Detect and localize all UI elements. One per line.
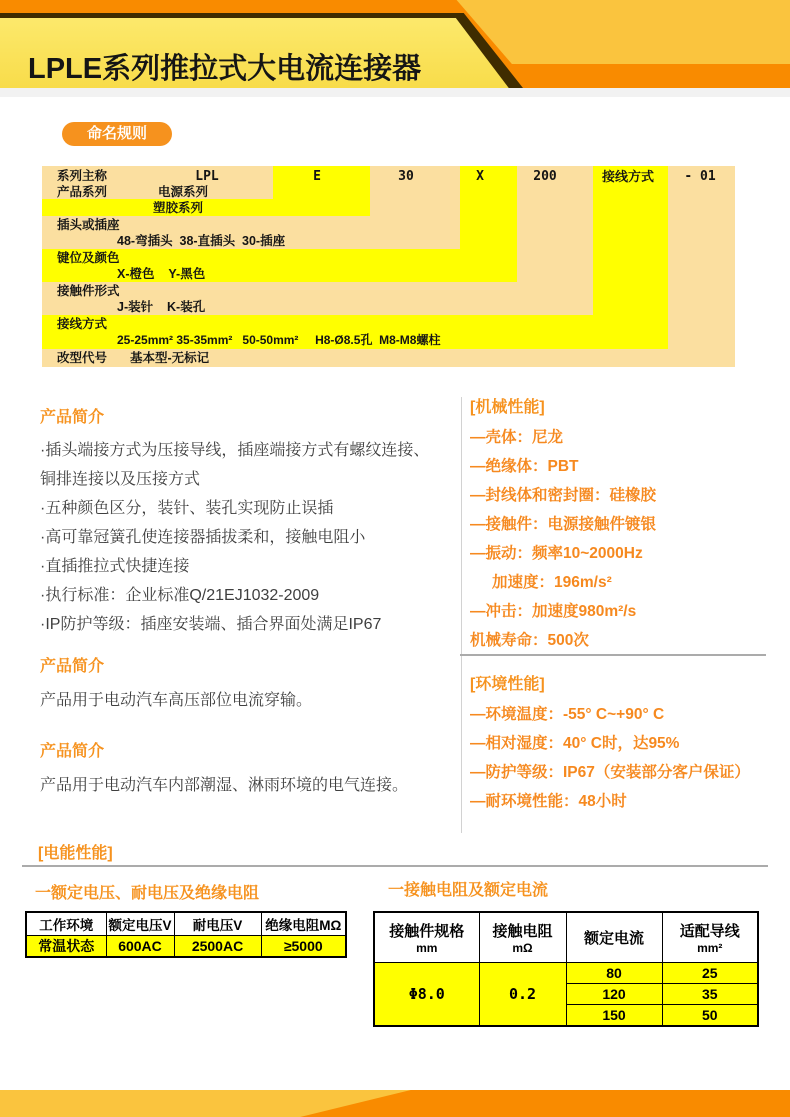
intro-body-text: 产品用于电动汽车高压部位电流穿输。 (40, 692, 313, 709)
environment-properties-section (470, 671, 780, 816)
current-table-caption: 一接触电阻及额定电流 (388, 882, 549, 899)
environment-line: —防护等级：IP67（安装部分客户保证） (470, 764, 750, 781)
voltage-table-caption: 一额定电压、耐电压及绝缘电阻 (35, 885, 260, 902)
section-title: 产品简介 (40, 658, 105, 675)
product-intro-section-2 (40, 653, 460, 710)
header-cell: 耐电压V (174, 912, 261, 936)
naming-code-01: - 01 (684, 169, 716, 184)
mechanical-line: —接触件：电源接触件镀银 (470, 516, 657, 533)
contact-current-table (373, 911, 759, 1027)
table-data-row (26, 936, 346, 958)
spec-cell: Φ8.0 (374, 963, 479, 1027)
naming-label-product-series: 产品系列 (57, 185, 108, 199)
section-title: [机械性能] (470, 399, 545, 416)
section-title: [环境性能] (470, 676, 545, 693)
horizontal-divider-electrical (22, 865, 768, 867)
header-cell (374, 912, 479, 963)
mechanical-list (470, 423, 780, 655)
table-header-row (374, 912, 758, 963)
table-data-row (374, 963, 758, 984)
naming-label-variant: 改型代号 (57, 351, 108, 365)
naming-code-lpl: LPL (195, 169, 219, 184)
naming-code-diagram (42, 166, 735, 367)
wire-cell: 25 (662, 963, 758, 984)
header-cell (566, 912, 662, 963)
naming-label-key-color: 键位及颜色 (57, 251, 120, 265)
mechanical-line: —绝缘体：PBT (470, 458, 579, 475)
naming-value-colors: X-橙色 Y-黑色 (117, 267, 206, 281)
naming-value-basic: 基本型-无标记 (130, 351, 210, 365)
naming-code-wiring: 接线方式 (601, 169, 655, 184)
header-cell (479, 912, 566, 963)
bullet-item: ·直插推拉式快捷连接 (40, 558, 190, 575)
header-cell: 额定电压V (106, 912, 174, 936)
naming-label-contact-form: 接触件形式 (57, 284, 120, 298)
header-line2: mm² (697, 941, 723, 955)
header-line2: mm (416, 941, 438, 955)
naming-label-series: 系列主称 (57, 169, 108, 183)
naming-label-plug-socket: 插头或插座 (57, 218, 120, 232)
naming-code-30: 30 (398, 169, 414, 184)
header-line1: 接触电阻 (492, 923, 553, 940)
header-cell: 绝缘电阻MΩ (261, 912, 346, 936)
wire-cell: 35 (662, 984, 758, 1005)
mechanical-line: —振动：频率10~2000Hz (470, 545, 643, 562)
naming-code-x: X (476, 169, 484, 184)
naming-code-e: E (313, 169, 321, 184)
environment-list (470, 700, 780, 816)
mechanical-line: —壳体：尼龙 (470, 429, 564, 446)
header-line1: 接触件规格 (389, 923, 465, 940)
naming-value-plastic-series: 塑胶系列 (153, 201, 204, 215)
resistance-cell: 0.2 (479, 963, 566, 1027)
header-divider-strip (0, 88, 790, 97)
electrical-section-title: [电能性能] (38, 845, 113, 862)
footer-amber-polygon (0, 1090, 790, 1117)
naming-code-200: 200 (533, 169, 557, 184)
naming-value-plug-types: 48-弯插头 38-直插头 30-插座 (117, 234, 286, 248)
data-cell: ≥5000 (261, 936, 346, 958)
environment-line: —耐环境性能：48小时 (470, 793, 627, 810)
current-cell: 150 (566, 1005, 662, 1027)
naming-label-wiring: 接线方式 (57, 317, 108, 331)
product-intro-section-3 (40, 738, 460, 795)
mechanical-line: —冲击：加速度980m²/s (470, 603, 637, 620)
intro-body-text: 产品用于电动汽车内部潮湿、淋雨环境的电气连接。 (40, 777, 409, 794)
section-title: 产品简介 (40, 409, 105, 426)
mechanical-line: 加速度：196m/s² (492, 574, 612, 591)
environment-line: —相对湿度：40° C时，达95% (470, 735, 680, 752)
data-cell: 2500AC (174, 936, 261, 958)
bullet-item: ·高可靠冠簧孔使连接器插拔柔和，接触电阻小 (40, 529, 366, 546)
naming-value-pin-hole: J-装针 K-装孔 (117, 300, 206, 314)
intro-bullet-list (40, 436, 440, 639)
naming-value-wire-specs: 25-25mm² 35-35mm² 50-50mm² H8-Ø8.5孔 M8-M8螺柱 (117, 333, 441, 347)
environment-line: —环境温度：-55° C~+90° C (470, 706, 665, 723)
header-cell: 工作环境 (26, 912, 106, 936)
section-title: 产品简介 (40, 743, 105, 760)
yellow-band-plastic-series (42, 199, 370, 216)
header-line1: 适配导线 (679, 923, 740, 940)
naming-rule-badge: 命名规则 (62, 122, 172, 146)
mechanical-line: —封线体和密封圈：硅橡胶 (470, 487, 657, 504)
page-title: LPLE系列推拉式大电流连接器 (28, 53, 422, 85)
header-line1: 额定电流 (583, 930, 644, 947)
mechanical-properties-section (470, 394, 780, 655)
wire-cell: 50 (662, 1005, 758, 1027)
data-cell: 常温状态 (26, 936, 106, 958)
mechanical-line: 机械寿命：500次 (470, 632, 589, 649)
product-intro-section-1 (40, 404, 440, 639)
data-cell: 600AC (106, 936, 174, 958)
header-cell (662, 912, 758, 963)
bullet-item: ·五种颜色区分，装针、装孔实现防止误插 (40, 500, 334, 517)
vertical-divider (461, 397, 462, 833)
bullet-item: ·IP防护等级：插座安装端、插合界面处满足IP67 (40, 616, 382, 633)
voltage-insulation-table (25, 911, 347, 958)
header-line2: mΩ (512, 941, 533, 955)
current-cell: 120 (566, 984, 662, 1005)
footer-orange-band (0, 1090, 790, 1117)
table-header-row (26, 912, 346, 936)
naming-value-power-series: 电源系列 (158, 185, 209, 199)
bullet-item: ·执行标准：企业标准Q/21EJ1032-2009 (40, 587, 320, 604)
current-cell: 80 (566, 963, 662, 984)
bullet-item: ·插头端接方式为压接导线，插座端接方式有螺纹连接、铜排连接以及压接方式 (40, 442, 430, 488)
